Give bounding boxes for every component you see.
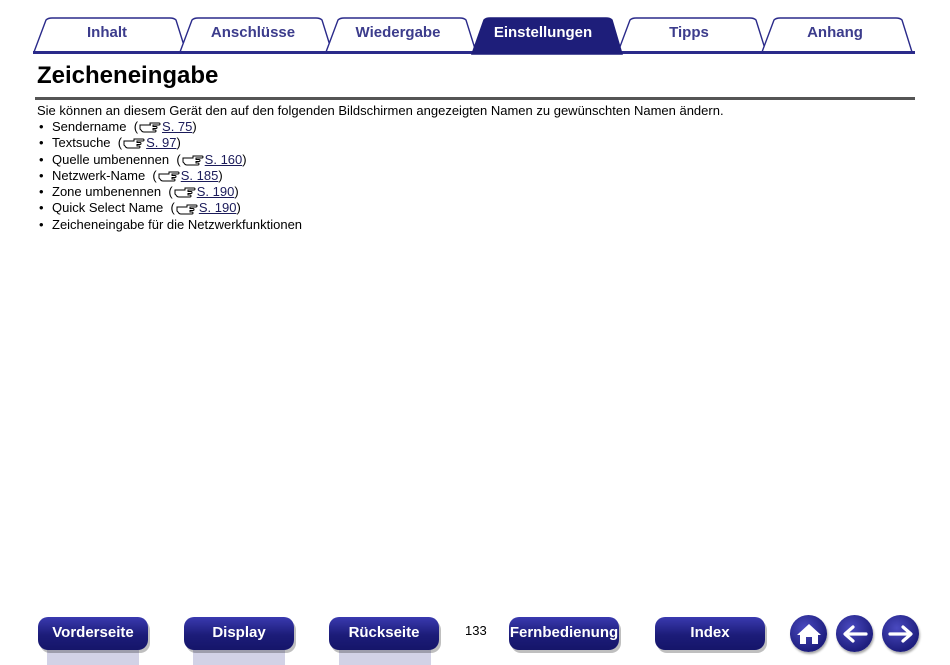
- title-rule: [35, 97, 915, 100]
- button-shadow: [193, 650, 285, 665]
- forward-button[interactable]: [882, 615, 919, 652]
- page-ref-link[interactable]: S. 97: [146, 135, 177, 151]
- bullet: •: [39, 119, 44, 134]
- arrow-left-icon: [842, 624, 868, 644]
- index-button[interactable]: Index: [655, 617, 765, 650]
- intro-text: Sie können an diesem Gerät den auf den folgenden Bildschirmen angezeigten Namen zu gewünschten Namen ändern.: [37, 103, 724, 118]
- bullet: •: [39, 151, 44, 167]
- list-item-text: Quelle umbenennen: [52, 151, 170, 167]
- back-button[interactable]: [836, 615, 873, 652]
- page-ref-link[interactable]: S. 190: [196, 184, 235, 200]
- bullet: •: [39, 216, 44, 232]
- page-reference[interactable]: ( S. 160 ): [172, 151, 247, 167]
- name-screen-list: [37, 119, 302, 233]
- pointing-hand-icon: [176, 203, 198, 215]
- page-number: 133: [465, 623, 487, 638]
- bullet: •: [39, 200, 44, 216]
- bullet: •: [39, 184, 44, 200]
- arrow-right-icon: [888, 624, 914, 644]
- tab-tipps[interactable]: Tipps: [669, 24, 709, 41]
- page-reference[interactable]: ( S. 97 ): [114, 135, 181, 151]
- pointing-hand-icon: [182, 154, 204, 166]
- remote-control-button[interactable]: Fernbedienung: [509, 617, 619, 650]
- list-item: [37, 168, 302, 184]
- list-item-text: Netzwerk-Name: [52, 167, 146, 183]
- list-item: [37, 184, 302, 200]
- bullet: •: [39, 135, 44, 151]
- page-ref-link[interactable]: S. 75: [162, 119, 193, 134]
- home-icon: [796, 622, 822, 646]
- page-ref-link[interactable]: S. 185: [180, 167, 219, 183]
- page-title: Zeicheneingabe: [37, 62, 219, 89]
- list-item-text: Textsuche: [52, 135, 111, 151]
- page-reference[interactable]: ( S. 190 ): [164, 184, 239, 200]
- list-item: [37, 217, 302, 233]
- page-ref-link[interactable]: S. 160: [204, 151, 243, 167]
- tab-einstellungen[interactable]: Einstellungen: [493, 24, 593, 41]
- list-item-text: Zone umbenennen: [52, 184, 162, 200]
- tab-wiedergabe[interactable]: Wiedergabe: [355, 24, 441, 41]
- page-ref-link[interactable]: S. 190: [198, 200, 237, 216]
- list-item-text: Sendername: [52, 119, 127, 134]
- list-item: [37, 200, 302, 216]
- list-item-text: Quick Select Name: [52, 200, 164, 216]
- list-item-text: Zeicheneingabe für die Netzwerkfunktionen: [52, 216, 303, 232]
- page-reference[interactable]: ( S. 185 ): [148, 167, 223, 183]
- home-button[interactable]: [790, 615, 827, 652]
- button-shadow: [339, 650, 431, 665]
- list-item: [37, 135, 302, 151]
- tab-inhalt[interactable]: Inhalt: [87, 24, 127, 41]
- list-item: [37, 152, 302, 168]
- page-reference[interactable]: ( S. 190 ): [166, 200, 241, 216]
- pointing-hand-icon: [174, 186, 196, 198]
- top-tab-bar: [0, 0, 950, 56]
- front-panel-button[interactable]: Vorderseite: [38, 617, 148, 650]
- pointing-hand-icon: [123, 137, 145, 149]
- pointing-hand-icon: [139, 121, 161, 133]
- page-reference[interactable]: ( S. 75 ): [130, 119, 197, 134]
- pointing-hand-icon: [158, 170, 180, 182]
- display-button[interactable]: Display: [184, 617, 294, 650]
- list-item: [37, 119, 302, 135]
- bullet: •: [39, 167, 44, 183]
- tab-anhang[interactable]: Anhang: [807, 24, 863, 41]
- tab-anschluesse[interactable]: Anschlüsse: [210, 24, 296, 41]
- rear-panel-button[interactable]: Rückseite: [329, 617, 439, 650]
- button-shadow: [47, 650, 139, 665]
